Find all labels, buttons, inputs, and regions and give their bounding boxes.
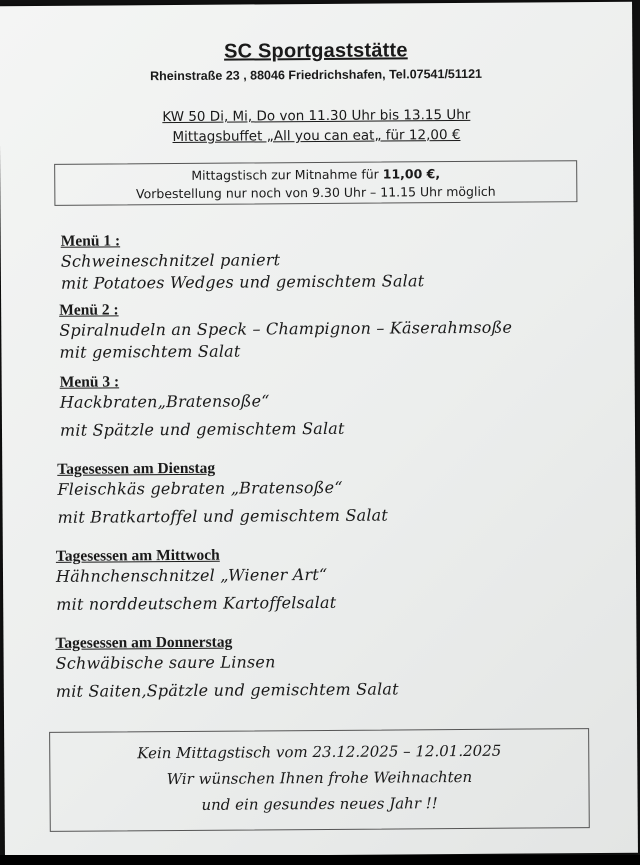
tuesday-sides: mit Bratkartoffel und gemischtem Salat: [57, 505, 389, 527]
address-line: Rheinstraße 23 , 88046 Friedrichshafen, Tel.07541/51121: [150, 66, 483, 84]
new-year-greeting-line: und ein gesundes neues Jahr !!: [201, 794, 438, 814]
tuesday-heading: Tagesessen am Dienstag: [57, 459, 216, 478]
menu-3-heading: Menü 3 :: [59, 373, 120, 391]
thursday-dish: Schwäbische saure Linsen: [55, 652, 276, 673]
menu-2-heading: Menü 2 :: [59, 301, 119, 319]
holiday-notice-box: [49, 728, 590, 832]
menu-2: [59, 299, 512, 364]
takeaway-price: 11,00 €,: [382, 166, 441, 182]
tuesday-dish: Fleischkäs gebraten „Bratensoße“: [57, 477, 343, 499]
holiday-closure-line: Kein Mittagstisch vom 23.12.2025 – 12.01.2025: [137, 741, 502, 763]
menu-sheet: [0, 2, 638, 857]
buffet-line: Mittagsbuffet „All you can eat„ für 12,00 €: [172, 127, 461, 146]
week-hours-line: KW 50 Di, Mi, Do von 11.30 Uhr bis 13.15 Uhr: [162, 106, 471, 126]
wednesday-dish: Hähnchenschnitzel „Wiener Art“: [55, 564, 328, 586]
thursday-heading: Tagesessen am Donnerstag: [55, 633, 233, 652]
menu-1-sides: mit Potatoes Wedges und gemischtem Salat: [60, 271, 425, 293]
takeaway-line-1: [55, 165, 576, 184]
bottom-edge: [0, 855, 640, 865]
christmas-greeting-line: Wir wünschen Ihnen frohe Weihnachten: [166, 767, 473, 789]
restaurant-title: SC Sportgaststätte: [223, 39, 408, 63]
takeaway-text: Mittagstisch zur Mitnahme für: [191, 166, 383, 183]
takeaway-line-2: Vorbestellung nur noch von 9.30 Uhr – 11.15 Uhr möglich: [135, 183, 496, 202]
thursday-sides: mit Saiten,Spätzle und gemischtem Salat: [55, 679, 399, 701]
menu-1-heading: Menü 1 :: [60, 232, 121, 250]
wednesday-heading: Tagesessen am Mittwoch: [55, 546, 220, 565]
menu-1-dish: Schweineschnitzel paniert: [60, 250, 281, 271]
daily-thursday: [55, 632, 398, 702]
menu-2-sides: mit gemischtem Salat: [59, 341, 241, 362]
daily-wednesday: [56, 546, 337, 616]
daily-tuesday: [57, 459, 388, 529]
menu-3-sides: mit Spätzle und gemischtem Salat: [59, 418, 345, 440]
menu-3-dish: Hackbraten„Bratensoße“: [59, 391, 270, 412]
menu-3: [60, 372, 345, 442]
wednesday-sides: mit norddeutschem Kartoffelsalat: [56, 592, 337, 614]
menu-1: [61, 230, 425, 295]
takeaway-box: [54, 160, 577, 206]
menu-2-dish: Spiralnudeln an Speck – Champignon – Käserahmsoße: [59, 317, 513, 340]
